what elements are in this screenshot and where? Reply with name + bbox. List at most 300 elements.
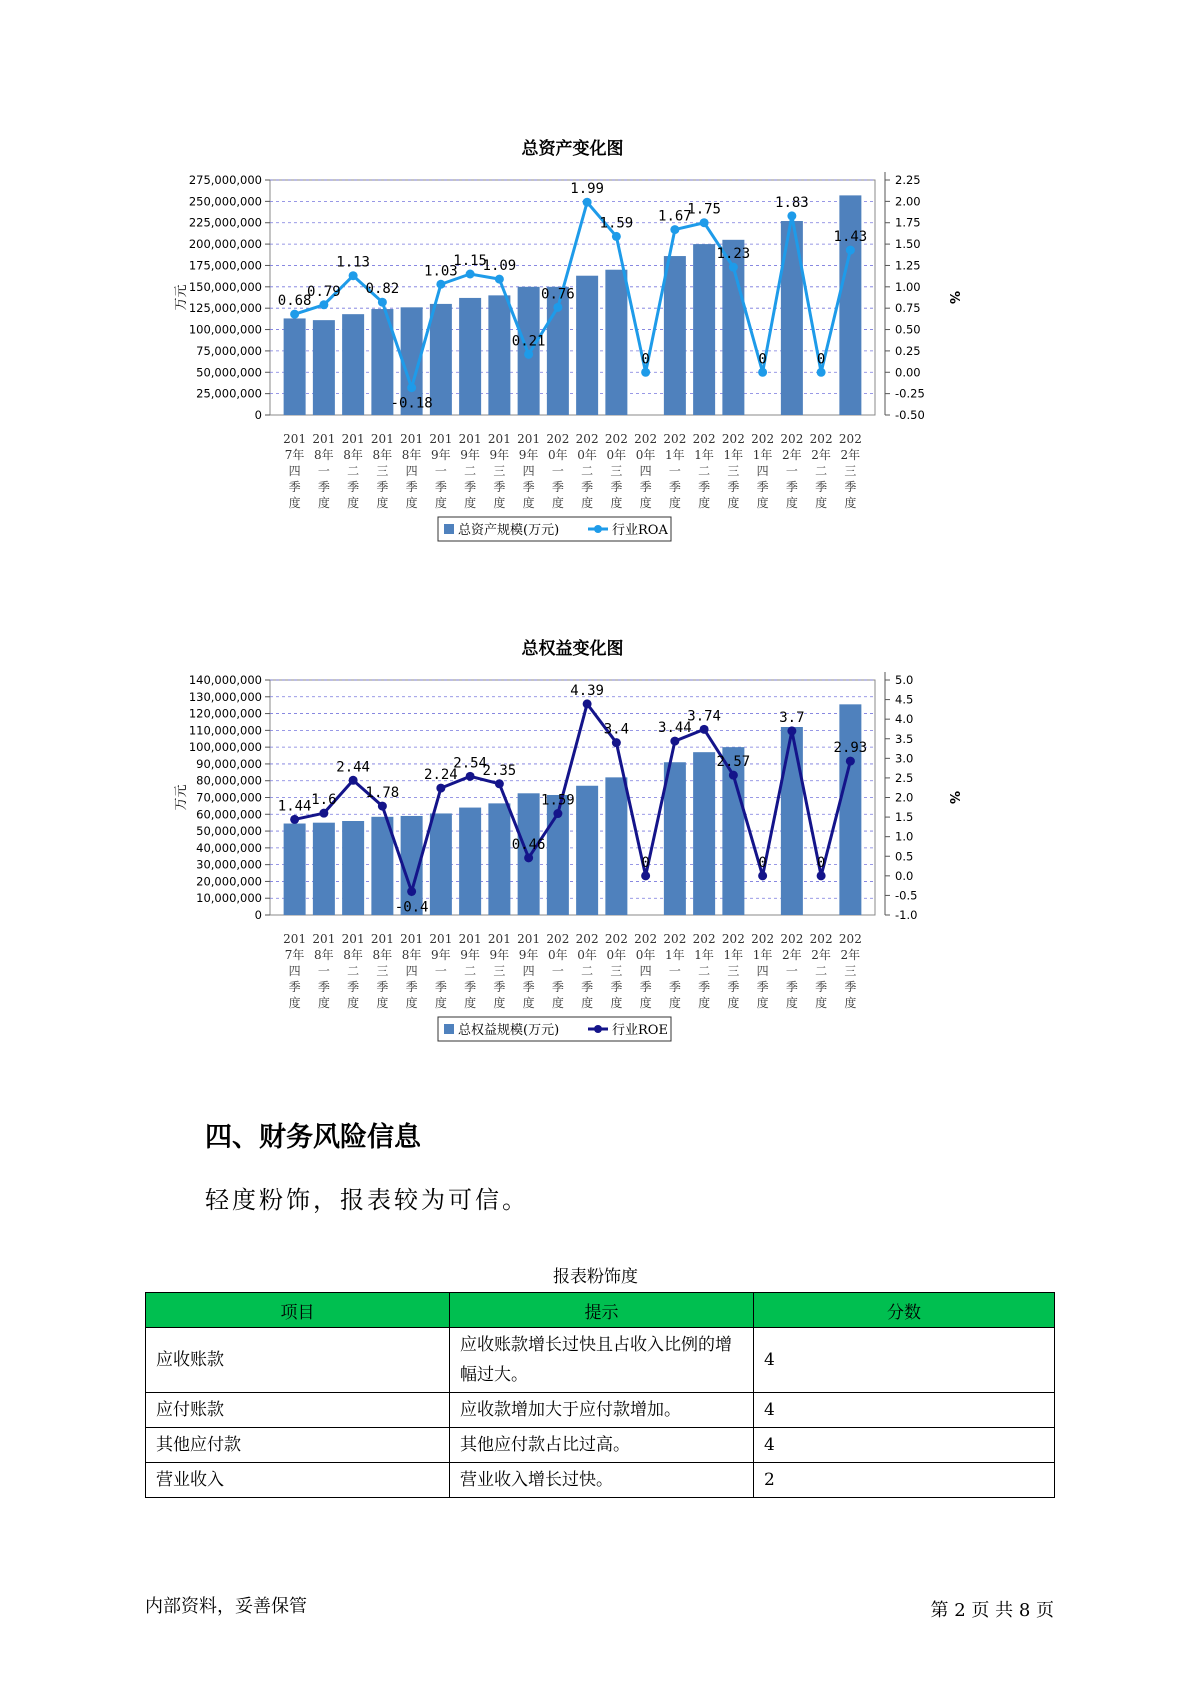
- row-score: 4: [754, 1328, 1055, 1393]
- right-tick-label: 1.00: [895, 279, 921, 294]
- category-label: 季: [551, 980, 564, 994]
- right-tick-label: 2.5: [895, 770, 914, 785]
- line-point: [524, 350, 533, 359]
- category-label: 201: [400, 432, 424, 446]
- category-label: 202: [751, 432, 775, 446]
- category-label: 一: [317, 964, 330, 978]
- line-point: [290, 815, 299, 824]
- left-tick-label: 0: [254, 408, 262, 422]
- category-label: 1年: [752, 448, 773, 462]
- category-label: 2年: [782, 448, 802, 462]
- bar: [664, 762, 686, 915]
- right-axis-title: %: [946, 790, 961, 805]
- right-tick-label: 3.0: [895, 751, 914, 766]
- category-label: 9年: [431, 448, 451, 462]
- right-axis-title: %: [946, 290, 961, 305]
- category-label: 度: [405, 496, 418, 510]
- category-label: 201: [283, 932, 307, 946]
- category-label: 季: [815, 980, 828, 994]
- category-label: 202: [634, 932, 658, 946]
- category-label: 201: [517, 432, 541, 446]
- category-label: 二: [815, 464, 828, 478]
- category-label: 季: [551, 480, 564, 494]
- category-label: 202: [663, 932, 687, 946]
- legend-bar-swatch: [444, 524, 454, 534]
- category-label: 季: [376, 980, 389, 994]
- bar: [313, 823, 335, 915]
- right-tick-label: 2.25: [895, 173, 921, 187]
- category-label: 季: [581, 980, 594, 994]
- category-label: 9年: [489, 448, 510, 462]
- category-label: 三: [493, 464, 506, 478]
- category-label: 202: [604, 932, 628, 946]
- category-label: 二: [581, 464, 594, 478]
- data-label: 2.35: [482, 762, 517, 779]
- data-label: 0: [758, 351, 767, 368]
- right-tick-label: -0.25: [895, 386, 925, 401]
- right-tick-label: 1.0: [895, 829, 914, 844]
- line-point: [378, 802, 387, 811]
- left-tick-label: 50,000,000: [196, 365, 262, 380]
- data-label: 3.4: [603, 721, 630, 738]
- left-tick-label: 100,000,000: [188, 740, 262, 755]
- line-point: [817, 368, 826, 377]
- right-tick-label: 1.75: [895, 215, 921, 230]
- left-tick-label: 110,000,000: [188, 723, 262, 738]
- category-label: 季: [844, 480, 857, 494]
- line-point: [700, 218, 709, 227]
- category-label: 季: [317, 980, 330, 994]
- category-label: 9年: [489, 948, 510, 962]
- category-label: 四: [522, 964, 535, 978]
- category-label: 7年: [284, 448, 305, 462]
- category-label: 四: [756, 964, 769, 978]
- category-label: 度: [844, 996, 857, 1010]
- category-label: 9年: [518, 448, 539, 462]
- left-tick-label: 10,000,000: [196, 891, 262, 906]
- category-label: 四: [522, 464, 535, 478]
- category-label: 季: [434, 980, 447, 994]
- category-label: 202: [809, 432, 833, 446]
- footer-confidential: 内部资料，妥善保管: [145, 1596, 307, 1617]
- data-label: 0.68: [277, 293, 312, 310]
- line-point: [378, 298, 387, 307]
- right-tick-label: 0.00: [895, 365, 921, 380]
- table-row: [146, 1463, 1055, 1498]
- data-label: 0.79: [307, 283, 341, 300]
- category-label: 度: [581, 496, 594, 510]
- category-label: 季: [815, 480, 828, 494]
- category-label: 季: [844, 980, 857, 994]
- right-tick-label: -0.50: [895, 408, 925, 422]
- left-tick-label: 30,000,000: [196, 857, 262, 872]
- line-point: [319, 809, 328, 818]
- left-tick-label: 100,000,000: [188, 322, 262, 337]
- category-label: 季: [464, 480, 477, 494]
- category-label: 202: [780, 932, 804, 946]
- line-point: [436, 784, 445, 793]
- risk-table: [145, 1292, 1055, 1498]
- line-point: [583, 198, 592, 207]
- data-label: 0.76: [541, 286, 575, 303]
- category-label: 2年: [840, 448, 861, 462]
- category-label: 度: [639, 496, 652, 510]
- data-label: 0: [816, 351, 826, 368]
- legend-bar-swatch: [444, 1024, 454, 1034]
- left-tick-label: 80,000,000: [196, 773, 262, 788]
- category-label: 度: [317, 496, 330, 510]
- legend-line-label: 行业ROA: [612, 523, 668, 538]
- category-label: 三: [727, 464, 740, 478]
- category-label: 201: [429, 432, 453, 446]
- category-label: 202: [692, 432, 716, 446]
- category-label: 9年: [518, 948, 539, 962]
- chart-svg: [160, 135, 1020, 595]
- row-item: 应付账款: [146, 1393, 450, 1428]
- left-tick-label: 50,000,000: [196, 824, 262, 839]
- category-label: 季: [668, 980, 681, 994]
- category-label: 9年: [460, 948, 480, 962]
- category-label: 度: [551, 496, 564, 510]
- category-label: 二: [698, 964, 711, 978]
- category-label: 2年: [811, 948, 831, 962]
- category-label: 一: [785, 464, 798, 478]
- category-label: 度: [288, 996, 301, 1010]
- category-label: 三: [376, 464, 389, 478]
- bar: [781, 727, 803, 915]
- line-point: [466, 270, 475, 279]
- category-label: 度: [405, 996, 418, 1010]
- category-label: 201: [517, 932, 541, 946]
- line-point: [349, 776, 358, 785]
- category-label: 季: [493, 980, 506, 994]
- line-point: [729, 771, 738, 780]
- line-point: [290, 310, 299, 319]
- legend-line-marker: [594, 1025, 602, 1033]
- data-label: 1.09: [482, 258, 517, 275]
- category-label: 202: [838, 432, 862, 446]
- data-label: -0.4: [394, 899, 429, 916]
- category-label: 202: [575, 932, 599, 946]
- category-label: 1年: [665, 448, 685, 462]
- right-tick-label: -0.5: [895, 888, 918, 903]
- category-label: 度: [434, 996, 447, 1010]
- category-label: 度: [551, 996, 564, 1010]
- category-label: 三: [610, 464, 623, 478]
- bar: [605, 777, 627, 915]
- table-header-row: [146, 1293, 1055, 1328]
- data-label: 3.74: [687, 708, 721, 725]
- category-label: 度: [610, 496, 623, 510]
- category-label: 季: [376, 480, 389, 494]
- line-point: [407, 383, 416, 392]
- right-tick-label: 4.5: [895, 692, 914, 707]
- bar: [313, 320, 335, 415]
- category-label: 度: [815, 496, 828, 510]
- category-label: 三: [376, 964, 389, 978]
- left-tick-label: 275,000,000: [188, 173, 262, 187]
- line-point: [495, 275, 504, 284]
- left-tick-label: 75,000,000: [196, 343, 262, 358]
- right-tick-label: 1.5: [895, 810, 914, 825]
- category-label: 一: [434, 964, 447, 978]
- row-score: 2: [754, 1463, 1055, 1498]
- line-point: [817, 871, 826, 880]
- left-tick-label: 90,000,000: [196, 756, 262, 771]
- chart-title: 总权益变化图: [521, 639, 624, 659]
- category-label: 8年: [343, 948, 363, 962]
- bar: [693, 752, 715, 915]
- category-label: 度: [464, 996, 477, 1010]
- line-point: [495, 779, 504, 788]
- chart-title: 总资产变化图: [521, 139, 624, 159]
- left-tick-label: 225,000,000: [188, 215, 262, 230]
- data-label: 1.43: [833, 229, 868, 246]
- category-label: 季: [405, 980, 418, 994]
- left-tick-label: 25,000,000: [196, 386, 262, 401]
- category-label: 1年: [752, 948, 773, 962]
- legend-bar-label: 总资产规模(万元): [458, 523, 560, 538]
- line-point: [641, 871, 650, 880]
- risk-summary: 轻度粉饰，报表较为可信。: [205, 1186, 529, 1214]
- category-label: 202: [751, 932, 775, 946]
- bar: [284, 318, 306, 415]
- data-label: 0: [816, 854, 826, 871]
- category-label: 四: [405, 964, 418, 978]
- category-label: 季: [347, 480, 360, 494]
- bar: [430, 813, 452, 915]
- line-point: [319, 300, 328, 309]
- category-label: 8年: [372, 448, 393, 462]
- legend-line-marker: [594, 525, 602, 533]
- category-label: 二: [347, 964, 360, 978]
- category-label: 0年: [577, 948, 597, 962]
- total-assets-chart: [160, 135, 1020, 595]
- right-tick-label: 2.0: [895, 790, 914, 805]
- category-label: 季: [347, 980, 360, 994]
- category-label: 度: [785, 496, 798, 510]
- category-label: 1年: [694, 948, 714, 962]
- category-label: 8年: [401, 948, 422, 962]
- bar: [664, 256, 686, 415]
- category-label: 一: [668, 964, 681, 978]
- category-label: 季: [785, 980, 798, 994]
- line-point: [670, 737, 679, 746]
- category-label: 一: [668, 464, 681, 478]
- category-label: 度: [639, 996, 652, 1010]
- category-label: 8年: [343, 448, 363, 462]
- row-hint: 其他应付款占比过高。: [450, 1428, 754, 1463]
- data-label: 2.24: [424, 767, 458, 784]
- data-label: 1.03: [424, 263, 458, 280]
- category-label: 季: [610, 980, 623, 994]
- legend-line-label: 行业ROE: [612, 1023, 668, 1038]
- row-hint: 营业收入增长过快。: [450, 1463, 754, 1498]
- category-label: 季: [639, 980, 652, 994]
- category-label: 202: [721, 932, 745, 946]
- row-score: 4: [754, 1428, 1055, 1463]
- category-label: 二: [464, 464, 477, 478]
- category-label: 三: [727, 964, 740, 978]
- category-label: 9年: [460, 448, 480, 462]
- data-label: -0.18: [390, 395, 433, 412]
- category-label: 8年: [372, 948, 393, 962]
- category-label: 2年: [811, 448, 831, 462]
- category-label: 202: [838, 932, 862, 946]
- data-label: 0.46: [511, 836, 546, 853]
- category-label: 0年: [606, 448, 627, 462]
- legend-bar-label: 总权益规模(万元): [458, 1023, 560, 1038]
- right-tick-label: 0.50: [895, 322, 921, 337]
- category-label: 四: [639, 964, 652, 978]
- row-hint: 应收账款增长过快且占收入比例的增幅过大。: [450, 1328, 754, 1393]
- data-label: 1.78: [365, 785, 400, 802]
- bar: [576, 276, 598, 415]
- category-label: 201: [487, 432, 511, 446]
- category-label: 季: [639, 480, 652, 494]
- category-label: 201: [400, 932, 424, 946]
- category-label: 季: [698, 480, 711, 494]
- bar: [342, 314, 364, 415]
- left-tick-label: 20,000,000: [196, 874, 262, 889]
- table-row: [146, 1393, 1055, 1428]
- category-label: 季: [522, 980, 535, 994]
- category-label: 一: [785, 964, 798, 978]
- left-tick-label: 60,000,000: [196, 807, 262, 822]
- category-label: 季: [727, 480, 740, 494]
- table-row: [146, 1428, 1055, 1463]
- category-label: 一: [551, 464, 564, 478]
- line-point: [787, 211, 796, 220]
- line-point: [583, 699, 592, 708]
- category-label: 四: [756, 464, 769, 478]
- category-label: 度: [668, 996, 681, 1010]
- category-label: 季: [581, 480, 594, 494]
- category-label: 季: [785, 480, 798, 494]
- line-point: [787, 726, 796, 735]
- left-tick-label: 175,000,000: [188, 258, 262, 273]
- bar: [342, 821, 364, 915]
- category-label: 0年: [577, 448, 597, 462]
- data-label: 1.83: [775, 194, 809, 211]
- category-label: 度: [698, 996, 711, 1010]
- category-label: 202: [692, 932, 716, 946]
- line-point: [758, 871, 767, 880]
- data-label: 3.7: [779, 709, 805, 726]
- data-label: 3.44: [658, 720, 692, 737]
- category-label: 201: [487, 932, 511, 946]
- category-label: 度: [815, 996, 828, 1010]
- line-point: [670, 225, 679, 234]
- right-tick-label: 4.0: [895, 712, 914, 727]
- left-tick-label: 150,000,000: [188, 279, 262, 294]
- category-label: 0年: [606, 948, 627, 962]
- category-label: 一: [434, 464, 447, 478]
- category-label: 度: [727, 996, 740, 1010]
- category-label: 度: [288, 496, 301, 510]
- category-label: 度: [434, 496, 447, 510]
- row-item: 应收账款: [146, 1328, 450, 1393]
- row-score: 4: [754, 1393, 1055, 1428]
- category-label: 1年: [723, 948, 744, 962]
- category-label: 度: [347, 496, 360, 510]
- right-tick-label: 0.25: [895, 343, 921, 358]
- left-tick-label: 140,000,000: [188, 673, 262, 687]
- category-label: 四: [405, 464, 418, 478]
- category-label: 201: [458, 432, 482, 446]
- line-point: [846, 757, 855, 766]
- category-label: 二: [815, 964, 828, 978]
- data-label: 0: [758, 854, 767, 871]
- left-tick-label: 120,000,000: [188, 706, 262, 721]
- category-label: 1年: [723, 448, 744, 462]
- category-label: 度: [785, 996, 798, 1010]
- table-caption: 报表粉饰度: [553, 1267, 638, 1287]
- category-label: 二: [581, 964, 594, 978]
- bar: [605, 270, 627, 415]
- category-label: 季: [756, 980, 769, 994]
- data-label: 0: [641, 351, 650, 368]
- line-point: [349, 271, 358, 280]
- category-label: 季: [434, 480, 447, 494]
- data-label: 1.59: [599, 215, 634, 232]
- category-label: 度: [668, 496, 681, 510]
- table-row: [146, 1328, 1055, 1393]
- left-tick-label: 40,000,000: [196, 840, 262, 855]
- category-label: 9年: [431, 948, 451, 962]
- bar: [488, 295, 510, 415]
- category-label: 四: [288, 964, 301, 978]
- category-label: 季: [288, 480, 301, 494]
- left-tick-label: 250,000,000: [188, 194, 262, 209]
- line-point: [729, 263, 738, 272]
- bar: [576, 786, 598, 915]
- category-label: 一: [317, 464, 330, 478]
- category-label: 度: [698, 496, 711, 510]
- bar: [284, 824, 306, 915]
- data-label: 2.44: [336, 759, 370, 776]
- bar: [459, 298, 481, 415]
- category-label: 202: [546, 432, 570, 446]
- data-label: 1.6: [311, 792, 337, 809]
- footer-page-number: 第 2 页 共 8 页: [930, 1600, 1054, 1621]
- category-label: 0年: [635, 448, 656, 462]
- category-label: 201: [370, 432, 394, 446]
- data-label: 2.93: [833, 740, 868, 757]
- line-point: [436, 280, 445, 289]
- right-tick-label: 0.0: [895, 868, 914, 883]
- bar: [430, 304, 452, 415]
- right-tick-label: 1.50: [895, 237, 921, 252]
- right-tick-label: -1.0: [895, 908, 918, 922]
- left-tick-label: 0: [254, 908, 262, 922]
- left-axis-title: 万元: [174, 784, 189, 811]
- category-label: 季: [756, 480, 769, 494]
- right-tick-label: 5.0: [895, 673, 914, 687]
- line-point: [641, 368, 650, 377]
- header-item: 项目: [146, 1293, 450, 1328]
- line-point: [700, 725, 709, 734]
- category-label: 2年: [840, 948, 861, 962]
- category-label: 三: [844, 464, 857, 478]
- bar: [459, 808, 481, 915]
- category-label: 季: [288, 980, 301, 994]
- category-label: 201: [341, 432, 365, 446]
- category-label: 8年: [401, 448, 422, 462]
- data-label: 1.99: [570, 181, 604, 198]
- category-label: 三: [610, 964, 623, 978]
- category-label: 7年: [284, 948, 305, 962]
